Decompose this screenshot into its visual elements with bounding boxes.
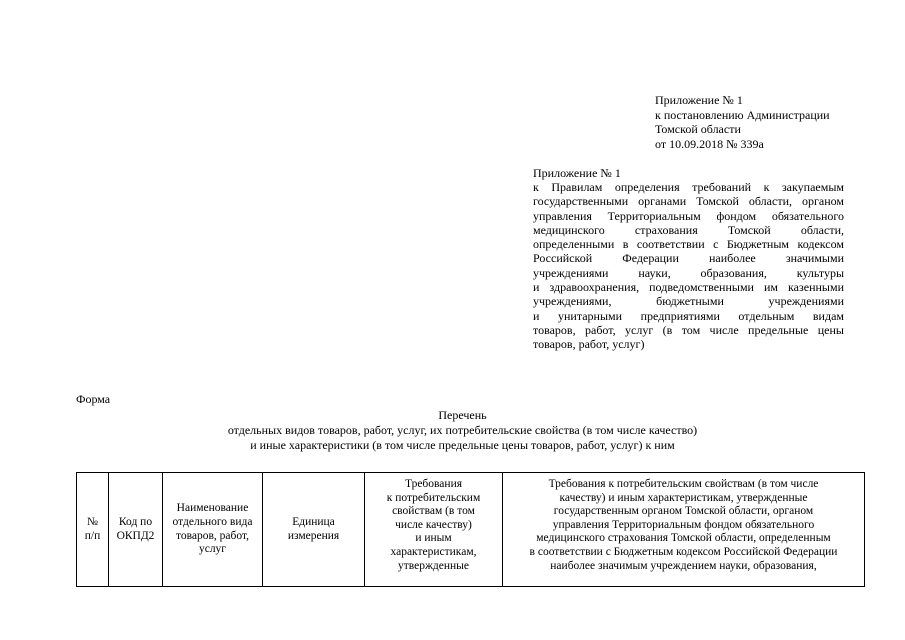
requirements-table [76,472,865,587]
list-title: Перечень [438,408,487,422]
header-okpd2-line-1: Код по [118,515,153,528]
appendix-rules-line-5: определенными в соответствии с Бюджетным кодексом [533,237,844,252]
header-cell-requirements-org [503,473,865,587]
header-req-line-4: числе качеству) [395,518,472,531]
header-req-line-6: характеристикам, [390,545,477,558]
header-number-line-2: п/п [84,529,101,542]
header-number-line-1: № [87,515,98,528]
appendix-rules-line-9: учреждениями, бюджетными учреждениями [533,294,844,309]
header-req-org-line-5: медицинского страхования Томской области, определенным [536,532,831,545]
header-name-line-2: отдельного вида [172,515,253,528]
header-req-org-line-3: государственным органом Томской области, органом [553,505,814,518]
header-req-line-2: к потребительским [386,491,481,504]
header-req-line-3: свойствам (в том [392,505,475,518]
appendix-rules-line-12: товаров, работ, услуг) [533,337,645,352]
list-subtitle-line-1: отдельных видов товаров, работ, услуг, их потребительские свойства (в том числе качество) [227,423,698,437]
header-req-org-line-2: качеству) и иным характеристикам, утвержденные [559,491,808,504]
appendix-rules-line-7: учреждениями науки, образования, культуры [533,265,844,280]
appendix-rules-title: Приложение № 1 [533,166,621,180]
header-cell-requirements [365,473,503,587]
appendix-top-line-1: Приложение № 1 [655,93,743,107]
appendix-top-block [655,93,855,151]
header-req-org-line-4: управления Территориальным фондом обязательного [552,518,815,531]
appendix-top-line-2: к постановлению Администрации [655,107,830,122]
header-req-line-5: и иным [415,532,452,545]
appendix-rules-line-1: к Правилам определения требований к закупаемым [533,180,844,194]
appendix-top-line-4: от 10.09.2018 № 339а [655,136,764,151]
header-okpd2-line-2: ОКПД2 [116,529,155,542]
header-unit-line-2: измерения [287,529,340,542]
header-cell-unit [263,473,365,587]
table-header-row [77,473,865,587]
header-cell-okpd2 [109,473,163,587]
appendix-top-line-3: Томской области [655,122,741,136]
appendix-rules-line-4: медицинского страхования Томской области, [533,222,844,237]
header-name-line-1: Наименование [176,502,249,515]
header-req-line-1: Требования [404,478,463,490]
appendix-rules-line-11: товаров, работ, услуг (в том числе предельные цены [533,322,844,337]
header-name-line-3: товаров, работ, [175,529,250,542]
appendix-rules-line-2: государственными органами Томской области, органом [533,194,844,209]
appendix-rules-line-10: и унитарными предприятиями отдельным видам [533,308,844,323]
header-cell-name [163,473,263,587]
header-req-line-7: утвержденные [397,559,470,572]
form-label: Форма [76,392,111,406]
appendix-rules-block [533,180,844,352]
appendix-rules-line-3: управления Территориальным фондом обязательного [533,208,844,223]
appendix-rules-line-8: и здравоохранения, подведомственными им казенными [533,280,844,295]
header-req-org-line-6: в соответствии с Бюджетным кодексом Российской Федерации [529,545,838,558]
header-unit-line-1: Единица [292,515,335,528]
header-cell-number [77,473,109,587]
appendix-rules-line-6: Российской Федерации наиболее значимыми [533,251,844,266]
header-req-org-line-1: Требования к потребительским свойствам (в том числе [548,478,819,490]
list-subtitle-line-2: и иные характеристики (в том числе предельные цены товаров, работ, услуг) к ним [250,438,675,452]
header-req-org-line-7: наиболее значимым учреждением науки, образования, [550,559,817,572]
header-name-line-4: услуг [198,543,227,556]
